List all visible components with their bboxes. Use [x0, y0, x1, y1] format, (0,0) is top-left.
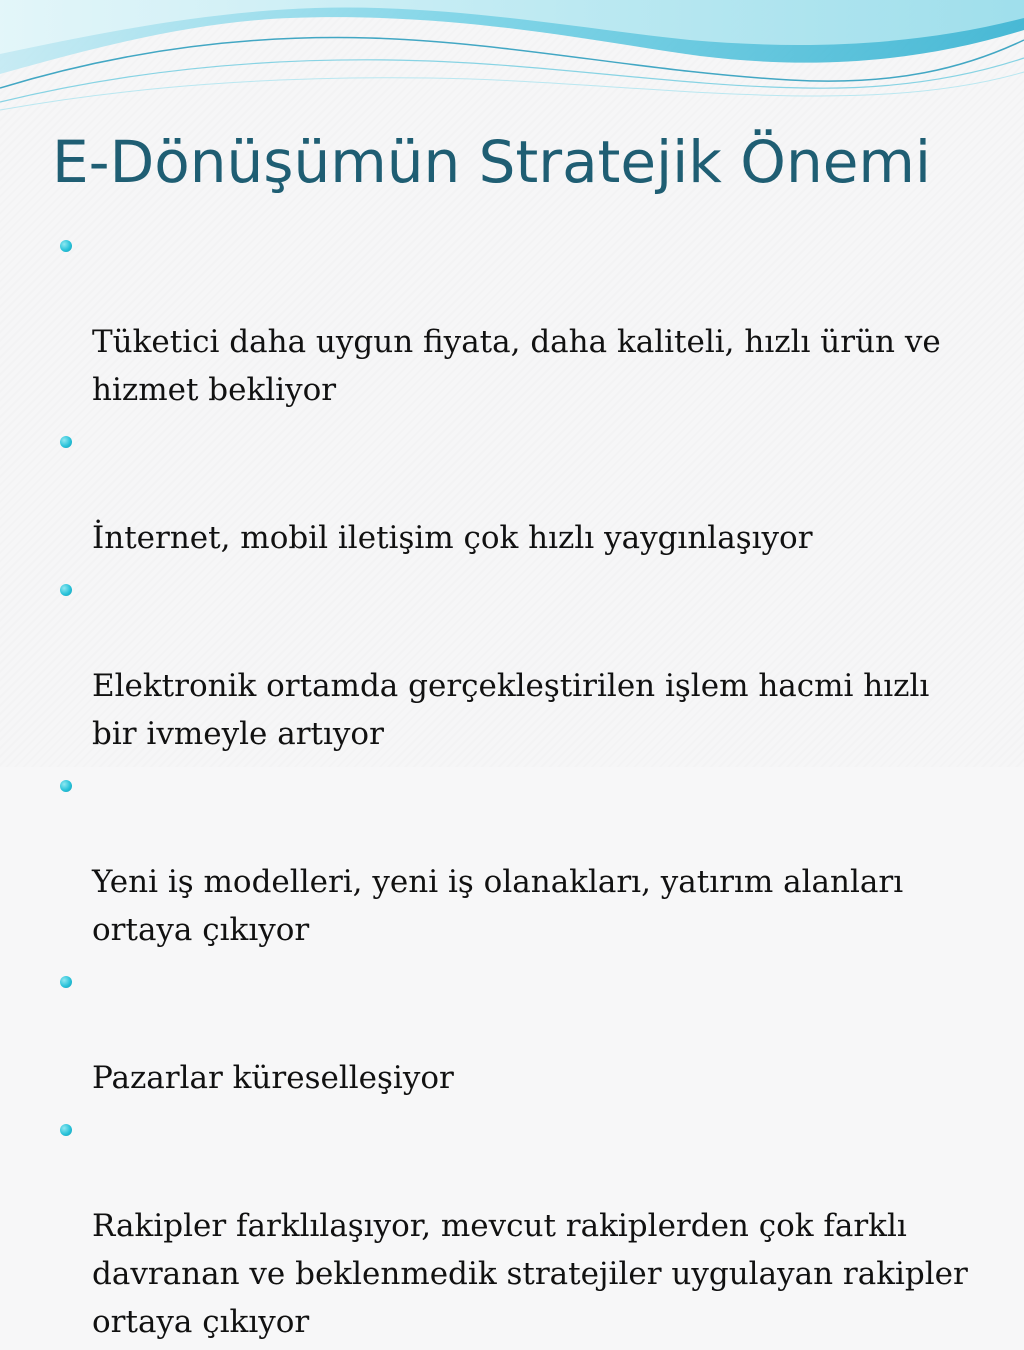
slide-title: E-Dönüşümün Stratejik Önemi: [52, 128, 932, 196]
bullet-dot-icon: [60, 584, 72, 596]
bullet-item-2: [60, 418, 990, 562]
bullet-dot-icon: [60, 240, 72, 252]
bullet-dot-icon: [60, 976, 72, 988]
bullet-text-5: Pazarlar küreselleşiyor: [92, 1060, 454, 1096]
bullet-text-1: Tüketici daha uygun fiyata, daha kaliteli, hızlı ürün ve hizmet bekliyor: [92, 324, 941, 408]
decorative-wave-header: [0, 0, 1024, 120]
bullet-item-6: [60, 1106, 990, 1346]
bullet-item-5: [60, 958, 990, 1102]
bullet-item-3: [60, 566, 990, 758]
bullet-text-4: Yeni iş modelleri, yeni iş olanakları, yatırım alanları ortaya çıkıyor: [92, 864, 904, 948]
bullet-dot-icon: [60, 780, 72, 792]
bullet-dot-icon: [60, 436, 72, 448]
bullet-text-3: Elektronik ortamda gerçekleştirilen işlem hacmi hızlı bir ivmeyle artıyor: [92, 668, 930, 752]
bullet-list: [60, 222, 990, 1350]
bullet-text-6: Rakipler farklılaşıyor, mevcut rakiplerden çok farklı davranan ve beklenmedik stratejiler uygulayan rakipler ortaya çıkıyor: [92, 1208, 968, 1340]
bullet-item-4: [60, 762, 990, 954]
bullet-text-2: İnternet, mobil iletişim çok hızlı yaygınlaşıyor: [92, 520, 813, 556]
bullet-dot-icon: [60, 1124, 72, 1136]
bullet-item-1: [60, 222, 990, 414]
